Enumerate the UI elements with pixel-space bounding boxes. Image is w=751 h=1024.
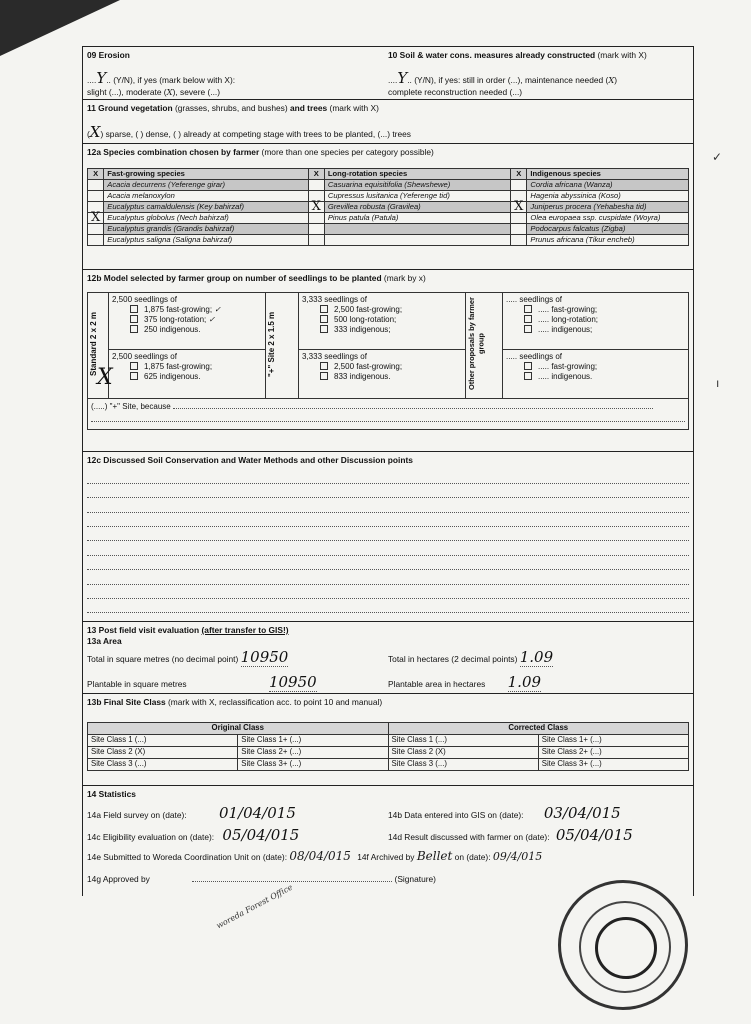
standard-label: Standard 2 x 2 m [89, 311, 98, 376]
checkbox-icon[interactable] [130, 315, 138, 323]
s13b-title: 13b Final Site Class [87, 697, 166, 707]
plus-b-head: 3,333 seedlings of [302, 351, 367, 361]
species-row [88, 179, 689, 190]
corrected-class-header: Corrected Class [388, 722, 689, 734]
discussion-lines[interactable] [87, 470, 689, 614]
because-line[interactable] [173, 408, 653, 409]
archived-on-label: on (date): [454, 852, 491, 862]
section-14 [82, 786, 694, 896]
other-option-a[interactable] [503, 292, 689, 349]
s11-title: 11 Ground vegetation [87, 103, 173, 113]
long-species [324, 234, 510, 245]
margin-tick-icon: ı [716, 376, 720, 390]
hdr-indig: Indigenous species [527, 168, 689, 179]
woreda-stamp-text: woreda Forest Office [214, 882, 295, 931]
fast-species: Acacia melanoxylon [104, 190, 308, 201]
discussion-line[interactable] [87, 470, 689, 484]
oth-b-item: ..... fast-growing; [538, 361, 598, 371]
species-table [87, 168, 689, 246]
checkbox-icon[interactable] [320, 325, 328, 333]
plus-b-item: 833 indigenous. [334, 371, 391, 381]
discussion-line[interactable] [87, 599, 689, 613]
row-x3[interactable]: X [511, 201, 527, 212]
submitted-label: 14e Submitted to Woreda Coordination Unit on (date): [87, 852, 288, 862]
archived-by[interactable]: Bellet [416, 849, 453, 863]
long-species: Cupressus lusitanica (Yeferenge tid) [324, 190, 510, 201]
s13-title-link: (after transfer to GIS!) [201, 625, 289, 635]
species-row [88, 201, 689, 212]
row-x1[interactable] [88, 190, 104, 201]
standard-option-b[interactable] [97, 349, 266, 398]
species-row [88, 212, 689, 223]
row-x3[interactable] [511, 223, 527, 234]
row-x1[interactable]: X [88, 212, 104, 223]
plant-ha-value[interactable]: 1.09 [507, 672, 542, 691]
s09-title: 09 Erosion [87, 50, 130, 60]
class-cell[interactable]: Site Class 1 (...) [88, 734, 238, 746]
row-x3[interactable] [511, 179, 527, 190]
because-label: (.....) "+" Site, because [91, 401, 171, 411]
fast-species: Eucalyptus camaldulensis (Key bahirzaf) [104, 201, 308, 212]
submitted-date[interactable]: 08/04/015 [289, 849, 351, 863]
class-row [88, 758, 689, 770]
plus-a-item: 333 indigenous; [334, 324, 391, 334]
checkbox-icon[interactable] [524, 362, 532, 370]
discussion-line[interactable] [87, 484, 689, 498]
discussion-line[interactable] [87, 513, 689, 527]
discussion-line[interactable] [87, 498, 689, 512]
fast-species: Eucalyptus saligna (Saligna bahirzaf) [104, 234, 308, 245]
gis-entry-date[interactable]: 03/04/015 [543, 803, 621, 822]
discussion-line[interactable] [87, 541, 689, 555]
std-mark: X [97, 364, 113, 390]
checkbox-icon[interactable] [130, 372, 138, 380]
row-x2[interactable]: X [308, 201, 324, 212]
checkmark-icon: ✓ [214, 304, 221, 314]
std-a-item: 375 long-rotation; [144, 314, 207, 324]
checkbox-icon[interactable] [524, 315, 532, 323]
discussion-line[interactable] [87, 527, 689, 541]
archived-date[interactable]: 09/4/015 [492, 850, 543, 863]
class-cell[interactable]: Site Class 1+ (...) [538, 734, 688, 746]
approved-label: 14g Approved by [87, 874, 150, 884]
total-sqm-value[interactable]: 10950 [240, 648, 289, 666]
section-13b [82, 694, 694, 786]
row-x1[interactable] [88, 234, 104, 245]
other-proposals-label: Other proposals by farmer group [467, 297, 486, 390]
checkmark-icon: ✓ [208, 314, 216, 324]
discussion-line[interactable] [87, 556, 689, 570]
fast-species: Eucalyptus globolus (Nech bahirzaf) [104, 212, 308, 223]
archived-label: 14f Archived by [357, 852, 415, 862]
s11-mark: X [89, 122, 101, 141]
discussion-line[interactable] [87, 585, 689, 599]
checkbox-icon[interactable] [320, 315, 328, 323]
s10-line2: complete reconstruction needed (...) [388, 87, 523, 98]
class-cell[interactable]: Site Class 1+ (...) [238, 734, 388, 746]
s10-answer: Y [397, 68, 408, 87]
species-row [88, 190, 689, 201]
row-x2[interactable] [308, 179, 324, 190]
approved-line[interactable] [192, 881, 392, 882]
plant-sqm-label: Plantable in square metres [87, 678, 187, 689]
row-x3[interactable] [511, 234, 527, 245]
class-row [88, 734, 689, 746]
signature-label: (Signature) [394, 874, 436, 884]
std-b-item: 1,875 fast-growing; [144, 361, 213, 371]
s11-title-mid: (grasses, shrubs, and bushes) [174, 103, 288, 113]
plus-a-item: 500 long-rotation; [334, 314, 397, 324]
oth-b-item: ..... indigenous. [538, 371, 593, 381]
section-09: 09 Erosion ....Y.. (Y/N), if yes (mark below with X): slight (...), moderate (X), severe (...) [87, 50, 388, 96]
checkbox-icon[interactable] [320, 362, 328, 370]
checkbox-icon[interactable] [524, 372, 532, 380]
s09-answer: Y [96, 68, 107, 87]
standard-option-a[interactable] [109, 292, 266, 349]
class-cell[interactable]: Site Class 1 (...) [388, 734, 538, 746]
row-x2[interactable] [308, 223, 324, 234]
fast-species: Acacia decurrens (Yeferenge girar) [104, 179, 308, 190]
hdr-x1: X [88, 168, 104, 179]
s12b-title: 12b Model selected by farmer group on number of seedlings to be planted [87, 273, 382, 283]
s13a-title: 13a Area [87, 635, 122, 646]
total-ha-value[interactable]: 1.09 [519, 648, 554, 666]
s13b-note: (mark with X, reclassification acc. to point 10 and manual) [168, 697, 383, 707]
site-class-table [87, 722, 689, 771]
row-x1[interactable] [88, 179, 104, 190]
plus-a-head: 3,333 seedlings of [302, 294, 367, 304]
class-cell[interactable]: Site Class 2+ (...) [538, 746, 688, 758]
indig-species: Cordia africana (Wanza) [527, 179, 689, 190]
section-13a [82, 622, 694, 694]
form-page [82, 46, 694, 896]
field-survey-date[interactable]: 01/04/015 [218, 803, 296, 822]
because-row[interactable] [88, 398, 689, 429]
plus-a-item: 2,500 fast-growing; [334, 304, 403, 314]
plus-option-b[interactable] [299, 349, 466, 398]
s10-mark: X [608, 74, 615, 85]
seal-center-icon [595, 917, 657, 979]
total-ha-label: Total in hectares (2 decimal points) [388, 654, 518, 664]
fast-species: Eucalyptus grandis (Grandis bahirzaf) [104, 223, 308, 234]
s10-title: 10 Soil & water cons. measures already constructed [388, 50, 596, 60]
class-cell[interactable]: Site Class 3 (...) [388, 758, 538, 770]
eligibility-label: 14c Eligibility evaluation on (date): [87, 832, 215, 843]
s09-line2: slight (...), moderate ( [87, 87, 167, 98]
oth-b-head: ..... seedlings of [506, 351, 563, 361]
section-12a [82, 144, 694, 270]
oth-a-head: ..... seedlings of [506, 294, 563, 304]
plus-site-label: "+" Site 2 x 1.5 m [267, 310, 276, 377]
plant-sqm-value[interactable]: 10950 [268, 672, 317, 691]
species-row [88, 223, 689, 234]
hdr-x3: X [511, 168, 527, 179]
plus-option-a[interactable] [299, 292, 466, 349]
s11-title-b2: and trees [289, 103, 328, 113]
class-cell[interactable]: Site Class 2 (X) [88, 746, 238, 758]
checkbox-icon[interactable] [320, 305, 328, 313]
s12b-title-note: (mark by x) [383, 273, 426, 283]
std-b-head: 2,500 seedlings of [112, 351, 177, 361]
hdr-fast: Fast-growing species [104, 168, 308, 179]
discussed-date[interactable]: 05/04/015 [555, 826, 633, 845]
model-table [87, 292, 689, 430]
because-line[interactable] [91, 412, 685, 422]
s11-text: sparse, ( ) dense, ( ) already at competing stage with trees to be planted, (...) trees [105, 128, 411, 139]
s12a-title-note: (more than one species per category possible) [261, 147, 434, 157]
section-12c [82, 452, 694, 622]
checkbox-icon[interactable] [320, 372, 328, 380]
checkbox-icon[interactable] [130, 362, 138, 370]
s12c-title: 12c Discussed Soil Conservation and Water Methods and other Discussion points [87, 455, 413, 465]
eligibility-date[interactable]: 05/04/015 [222, 826, 300, 845]
class-cell[interactable]: Site Class 3+ (...) [238, 758, 388, 770]
std-a-item: 1,875 fast-growing; [144, 304, 213, 314]
section-10: 10 Soil & water cons. measures already constructed (mark with X) ....Y.. (Y/N), if yes: still in order (...), maintenance needed (X) complete reconstruction needed (...) [388, 50, 689, 96]
oth-a-item: ..... long-rotation; [538, 314, 599, 324]
long-species: Grevillea robusta (Gravilea) [324, 201, 510, 212]
species-row [88, 234, 689, 245]
s10-line1: (Y/N), if yes: still in order (...), maintenance needed ( [414, 74, 609, 85]
std-a-head: 2,500 seedlings of [112, 294, 177, 304]
class-cell[interactable]: Site Class 3+ (...) [538, 758, 688, 770]
indig-species: Juniperus procera (Yehabesha tid) [527, 201, 689, 212]
official-seal-stamp [558, 880, 688, 1010]
section-12b [82, 270, 694, 452]
oth-a-item: ..... fast-growing; [538, 304, 598, 314]
hdr-long: Long-rotation species [324, 168, 510, 179]
checkbox-icon[interactable] [130, 325, 138, 333]
class-row [88, 746, 689, 758]
discussed-label: 14d Result discussed with farmer on (date): [388, 832, 550, 843]
std-b-item: 625 indigenous. [144, 371, 201, 381]
s12a-title: 12a Species combination chosen by farmer [87, 147, 260, 157]
discussion-line[interactable] [87, 570, 689, 584]
indig-species: Hagenia abyssinica (Koso) [527, 190, 689, 201]
hdr-x2: X [308, 168, 324, 179]
class-cell[interactable]: Site Class 2 (X) [388, 746, 538, 758]
s09-line1: (Y/N), if yes (mark below with X): [113, 74, 236, 85]
checkbox-icon[interactable] [130, 305, 138, 313]
plus-b-item: 2,500 fast-growing; [334, 361, 403, 371]
indig-species: Podocarpus falcatus (Zigba) [527, 223, 689, 234]
s10-line1b: ) [614, 74, 618, 85]
s10-title-note: (mark with X) [597, 50, 647, 60]
oth-a-item: ..... indigenous; [538, 324, 593, 334]
s13-title: 13 Post field visit evaluation [87, 625, 200, 635]
long-species: Casuarina equisitifolia (Shewshewe) [324, 179, 510, 190]
margin-tick-icon: ✓ [712, 150, 723, 164]
s09-mark: X [166, 87, 173, 98]
plant-ha-label: Plantable area in hectares [388, 678, 486, 689]
row-x2[interactable] [308, 234, 324, 245]
species-header-row [88, 168, 689, 179]
section-11: 11 Ground vegetation (grasses, shrubs, and bushes) and trees (mark with X) (X) sparse, ( ) dense, ( ) already at competing stage with trees to be planted, (...) trees [82, 100, 694, 144]
other-option-b[interactable] [503, 349, 689, 398]
indig-species: Prunus africana (Tikur encheb) [527, 234, 689, 245]
class-cell[interactable]: Site Class 2+ (...) [238, 746, 388, 758]
section-09-10 [82, 46, 694, 100]
checkbox-icon[interactable] [524, 325, 532, 333]
long-species [324, 223, 510, 234]
s14-title: 14 Statistics [87, 789, 136, 799]
field-survey-label: 14a Field survey on (date): [87, 809, 187, 820]
s09-line2b: ), severe (...) [172, 87, 221, 98]
s11-title-end: (mark with X) [329, 103, 379, 113]
original-class-header: Original Class [88, 722, 389, 734]
checkbox-icon[interactable] [524, 305, 532, 313]
long-species: Pinus patula (Patula) [324, 212, 510, 223]
gis-entry-label: 14b Data entered into GIS on (date): [388, 809, 524, 820]
std-a-item: 250 indigenous. [144, 324, 201, 334]
indig-species: Olea europaea ssp. cuspidate (Woyra) [527, 212, 689, 223]
total-sqm-label: Total in square metres (no decimal point) [87, 654, 239, 664]
class-cell[interactable]: Site Class 3 (...) [88, 758, 238, 770]
